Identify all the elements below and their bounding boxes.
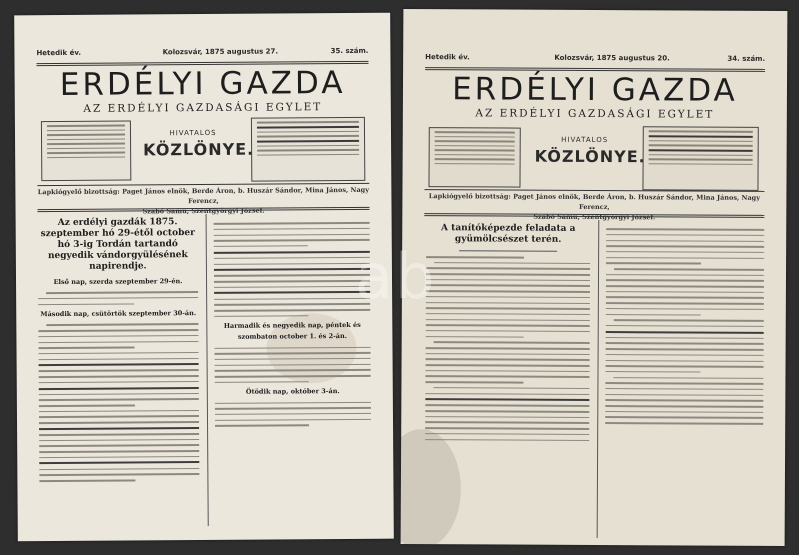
dateline: [36, 47, 368, 61]
editorial-board-line2: Szabó Samu, Szentgyörgyi József.: [533, 212, 656, 222]
hivatalos-text: HIVATALOS: [561, 135, 609, 145]
newspaper-page-left: [14, 13, 394, 542]
official-gazette-label: [534, 135, 646, 167]
watermark-logo: ab: [355, 240, 437, 313]
kozlonye-text: KÖZLÖNYE.: [143, 139, 255, 160]
column-divider: [597, 220, 600, 538]
hivatalos-text: HIVATALOS: [169, 128, 217, 138]
article-headline: A tanítóképezde feladata a gyümölcsészet terén.: [441, 223, 576, 245]
section-day1: Első nap, szerda szeptember 29-én.: [53, 277, 183, 287]
volume-year: Hetedik év.: [36, 48, 82, 58]
article-column-1: [38, 217, 200, 486]
editorial-board: [37, 185, 369, 217]
article-headline: Az erdélyi gazdák 1875. szeptember hó 29-étől october hó 3-ig Tordán tartandó negyedik vándorgyülésének napirendje.: [40, 217, 195, 272]
editorial-board: [424, 191, 764, 223]
section-day2: Második nap, csütörtök szeptember 30-án.: [40, 309, 197, 319]
editorial-board-line1: Lapkiógyelő bizottság: Paget János elnök, Berde Áron, b. Huszár Sándor, Mina János, Nagy Ferencz,: [428, 192, 761, 212]
issue-date: Kolozsvár, 1875 augustus 20.: [554, 53, 670, 63]
official-gazette-label: [143, 128, 255, 160]
article-column-2: [214, 218, 371, 431]
newspaper-page-right: [401, 9, 788, 546]
section-day3: Harmadik és negyedik nap, péntek és szombaton october 1. és 2-án.: [223, 321, 361, 342]
kozlonye-text: KÖZLÖNYE.: [534, 146, 646, 167]
editorial-board-line2: Szabó Samu, Szentgyörgyi József.: [142, 206, 265, 216]
volume-year: Hetedik év.: [425, 53, 470, 62]
masthead-title: ERDÉLYI GAZDA: [59, 65, 346, 104]
article-column-1: [425, 223, 590, 445]
editorial-board-line1: Lapkiógyelő bizottság: Paget János elnök, Berde Áron, b. Huszár Sándor, Mina János, Nagy Ferencz,: [37, 185, 370, 206]
article-column-2: [605, 224, 764, 429]
issue-date: Kolozsvár, 1875 augustus 27.: [162, 47, 279, 57]
subscription-box: [41, 121, 131, 182]
office-address-box: [642, 126, 758, 191]
issue-number: 34. szám.: [727, 54, 766, 63]
column-divider: [206, 214, 209, 526]
issue-number: 35. szám.: [330, 46, 369, 56]
subscription-box: [428, 127, 520, 187]
office-address-box: [251, 117, 365, 182]
masthead-subtitle: AZ ERDÉLYI GAZDASÁGI EGYLET: [475, 107, 715, 121]
masthead-subtitle: AZ ERDÉLYI GAZDASÁGI EGYLET: [83, 101, 323, 115]
dateline: [425, 53, 765, 67]
masthead-title: ERDÉLYI GAZDA: [452, 71, 738, 109]
section-day5: Ötödik nap, október 3-án.: [245, 387, 340, 397]
